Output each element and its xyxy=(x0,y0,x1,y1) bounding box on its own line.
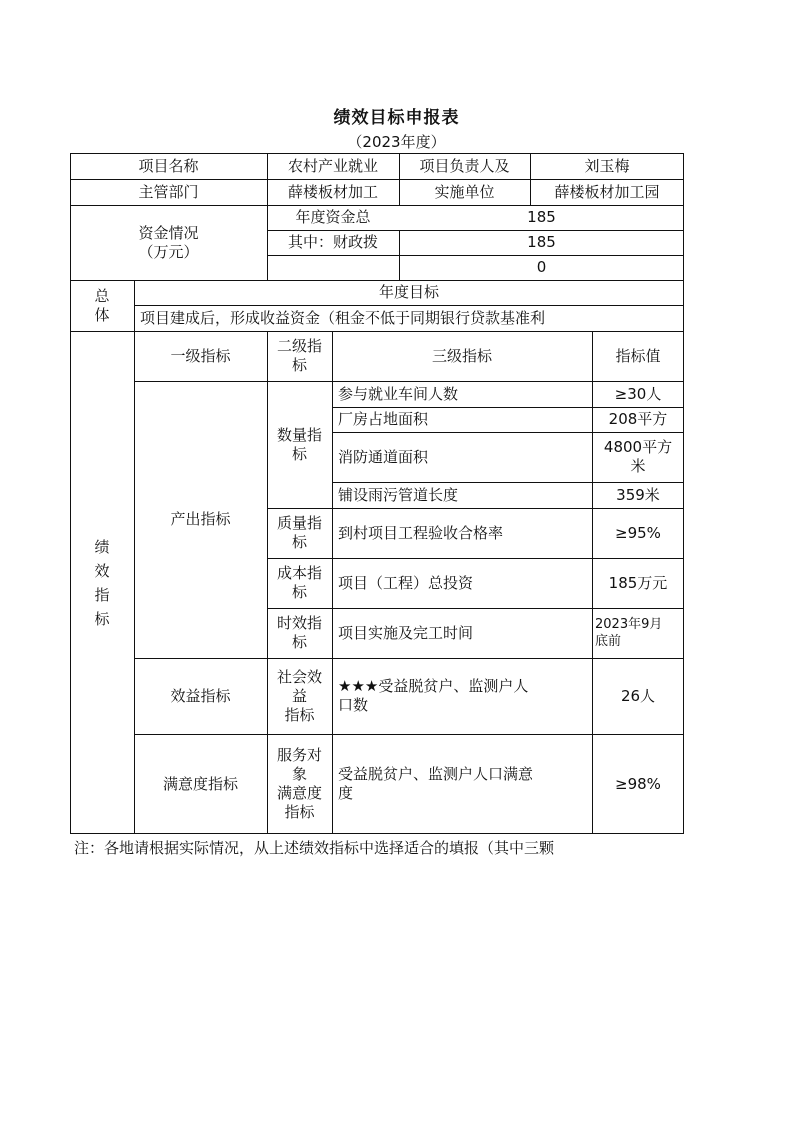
col-level1-header: 一级指标 xyxy=(170,346,231,365)
cost-indicator-label: 成本指 标 xyxy=(276,564,322,601)
impl-label: 实施单位 xyxy=(434,182,495,201)
owner-label: 项目负责人及 xyxy=(419,156,510,175)
indicator-value: ≥98% xyxy=(615,774,661,793)
benefit-indicator-label: 效益指标 xyxy=(170,686,231,705)
col-level3-header: 三级指标 xyxy=(431,346,492,365)
project-name-value: 农村产业就业 xyxy=(287,156,378,175)
indicator-name: 项目实施及完工时间 xyxy=(338,623,474,642)
owner-value: 刘玉梅 xyxy=(584,156,630,175)
annual-goal-text: 项目建成后，形成收益资金（租金不低于同期银行贷款基准利 xyxy=(140,308,546,327)
indicator-value: 4800平方 米 xyxy=(603,438,673,475)
indicator-value: 208平方 xyxy=(608,410,668,428)
footnote: 注：各地请根据实际情况，从上述绩效指标中选择适合的填报（其中三颗 xyxy=(74,839,555,857)
indicator-value: ≥95% xyxy=(615,523,661,542)
indicator-name: 项目（工程）总投资 xyxy=(338,573,474,592)
dept-label: 主管部门 xyxy=(138,182,199,201)
funding-row-label xyxy=(267,255,399,280)
indicator-name: 到村项目工程验收合格率 xyxy=(338,523,504,542)
funding-row-label: 年度资金总 xyxy=(295,208,371,226)
impl-value: 薛楼板材加工园 xyxy=(554,182,660,201)
col-value-header: 指标值 xyxy=(615,346,661,365)
indicator-value: 185万元 xyxy=(608,573,668,592)
satisfaction-indicator-label: 满意度指标 xyxy=(162,774,238,793)
quantity-indicator-label: 数量指 标 xyxy=(276,425,322,463)
indicator-value: 26人 xyxy=(620,686,656,705)
funding-label: 资金情况 （万元） xyxy=(138,223,199,261)
quality-indicator-label: 质量指 标 xyxy=(276,514,322,551)
indicator-value: 359米 xyxy=(616,485,660,504)
indicator-value: 2023年9月 底前 xyxy=(595,617,663,649)
indicator-name: 消防通道面积 xyxy=(338,447,429,466)
dept-value: 薛楼板材加工 xyxy=(287,182,378,201)
service-satisfaction-label: 服务对 象 满意度 指标 xyxy=(276,746,322,821)
social-benefit-label: 社会效 益 指标 xyxy=(276,667,322,724)
indicator-name: 厂房占地面积 xyxy=(338,410,429,428)
funding-row-value: 0 xyxy=(536,258,547,276)
annual-goal-header: 年度目标 xyxy=(378,283,439,301)
page-title: 绩效目标申报表 xyxy=(333,108,460,128)
indicator-name: 参与就业车间人数 xyxy=(338,384,459,403)
time-indicator-label: 时效指 标 xyxy=(276,614,322,651)
funding-row-value: 185 xyxy=(527,233,556,251)
project-name-label: 项目名称 xyxy=(138,156,199,175)
output-indicator-label: 产出指标 xyxy=(170,510,231,528)
funding-row-value: 185 xyxy=(527,208,556,226)
indicators-section-label: 绩 效 指 标 xyxy=(94,537,110,628)
indicator-name: 受益脱贫户、监测户人口满意 度 xyxy=(338,765,534,802)
indicator-name: ★★★受益脱贫户、监测户人 口数 xyxy=(338,677,529,714)
indicator-name: 铺设雨污管道长度 xyxy=(338,485,459,504)
page-subtitle: （2023年度） xyxy=(347,133,446,151)
overall-label: 总 体 xyxy=(94,286,110,324)
indicator-value: ≥30人 xyxy=(614,384,662,403)
col-level2-header: 二级指 标 xyxy=(276,337,322,374)
funding-row-label: 其中：财政拨 xyxy=(287,233,378,251)
